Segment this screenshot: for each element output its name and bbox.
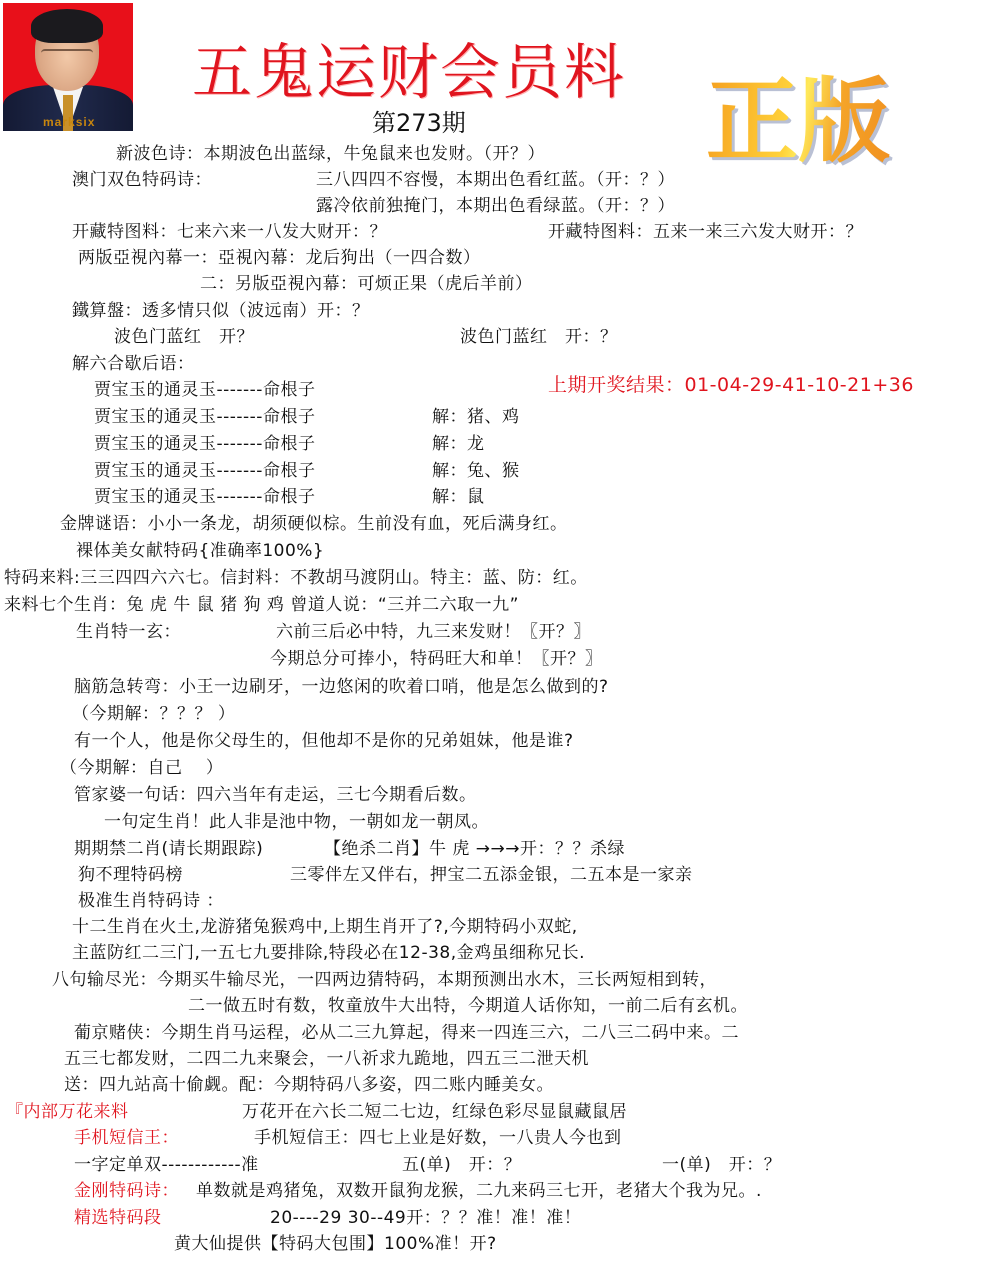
goubuli-value: 三零伴左又伴右，押宝二五添金银，二五本是一家亲 — [290, 865, 693, 885]
sms-king-label: 手机短信王： — [74, 1128, 179, 1148]
wong-tai-sin-offer: 黄大仙提供【特码大包围】100%准！开? — [174, 1234, 497, 1254]
zodiac-poem-2: 主蓝防红二三门,一五七九要排除,特段必在12-38,金鸡虽细称兄长. — [72, 943, 586, 963]
atv-insider-1: 两版亞視內幕一：亞視內幕：龙后狗出（一四合数） — [78, 248, 481, 268]
diamond-poem-label: 金刚特码诗： — [74, 1181, 179, 1201]
riddle-row: 贾宝玉的通灵玉-------命根子 — [94, 461, 316, 481]
riddle-answer: 解：鼠 — [432, 487, 485, 507]
authentic-badge: 正版 — [706, 67, 891, 175]
odd-even-label: 一字定单双------------准 — [74, 1155, 259, 1175]
sms-king-value: 手机短信王：四七上业是好数，一八贵人今也到 — [254, 1128, 622, 1148]
hidden-chart-2: 开藏特图料：五来一来三六发大财开：？ — [548, 222, 863, 242]
housekeeper-saying: 管家婆一句话：四六当年有走运，三七今期看后数。 — [74, 785, 477, 805]
wave-gate-1: 波色门蓝红 开？ — [114, 327, 254, 347]
zodiac-mystery-1: 六前三后必中特，九三来发财！〖开？〗 — [276, 622, 591, 642]
riddle-row: 贾宝玉的通灵玉-------命根子 — [94, 407, 316, 427]
portrait-watermark: marksix — [43, 115, 96, 129]
selected-range-value: 20----29 30--49开：？？准！准！准！ — [270, 1208, 582, 1228]
macau-double-color-label: 澳门双色特码诗： — [72, 170, 212, 190]
wanhua-label: 『内部万花来料 — [6, 1102, 129, 1122]
brain-teaser-2: 有一个人，他是你父母生的，但他却不是你的兄弟姐妹，他是谁? — [74, 731, 574, 751]
banned-zodiacs-label: 期期禁二肖(请长期跟踪) — [74, 839, 264, 859]
riddle-row: 贾宝玉的通灵玉-------命根子 — [94, 380, 316, 400]
brain-teaser-1-answer: （今期解：？？？ ） — [72, 704, 236, 724]
wanhua-value: 万花开在六长二短二七边，红绿色彩尽显鼠藏鼠居 — [242, 1102, 627, 1122]
hidden-chart-1: 开藏特图料：七来六来一八发大财开：？ — [72, 222, 387, 242]
odd-even-pick-1: 五(单) 开：？ — [402, 1155, 522, 1175]
page-title: 五鬼运财会员料 — [192, 38, 626, 108]
seven-zodiacs: 来料七个生肖：兔 虎 牛 鼠 猪 狗 鸡 曾道人说：“三并二六取一九” — [4, 595, 519, 615]
lisboa-gambler-1: 葡京赌侠：今期生肖马运程，必从二三九算起，得来一四连三六，二八三二码中来。二 — [74, 1023, 739, 1043]
gold-riddle: 金牌谜语：小小一条龙，胡须硬似棕。生前没有血，死后满身红。 — [60, 514, 568, 534]
portrait-glasses — [41, 49, 93, 61]
macau-double-color-poem-2: 露冷依前独掩门，本期出色看绿蓝。（开：？） — [316, 196, 675, 216]
riddle-row: 贾宝玉的通灵玉-------命根子 — [94, 487, 316, 507]
atv-insider-2: 二：另版亞視內幕：可烦正果（虎后羊前） — [200, 274, 533, 294]
eight-lines-2: 二一做五时有数，牧童放牛大出特，今期道人话你知，一前二后有玄机。 — [188, 996, 748, 1016]
riddle-section-label: 解六合歇后语： — [72, 354, 195, 374]
eight-lines-1: 八句输尽光：今期买牛输尽光，一四两边猜特码，本期预测出水木，三长两短相到转， — [52, 970, 717, 990]
iron-abacus: 鐵算盤：透多情只似（波远南）开：？ — [72, 301, 370, 321]
special-code-offer: 裸体美女献特码{准确率100%} — [76, 541, 325, 561]
portrait-image — [3, 3, 133, 131]
zodiac-poem-1: 十二生肖在火土,龙游猪兔猴鸡中,上期生肖开了?,今期特码小双蛇, — [72, 917, 578, 937]
zodiac-mystery-2: 今期总分可捧小，特码旺大和单！〖开？〗 — [270, 649, 603, 669]
selected-range-label: 精选特码段 — [74, 1208, 162, 1228]
issue-number: 第273期 — [372, 109, 466, 137]
brain-teaser-1: 脑筋急转弯：小王一边刷牙，一边悠闲的吹着口哨，他是怎么做到的? — [74, 677, 609, 697]
riddle-answer: 解：猪、鸡 — [432, 407, 520, 427]
odd-even-pick-2: 一(单) 开：？ — [662, 1155, 782, 1175]
banned-zodiacs-value: 【绝杀二肖】牛 虎 →→→开：？？杀绿 — [324, 839, 626, 859]
riddle-row: 贾宝玉的通灵玉-------命根子 — [94, 434, 316, 454]
diamond-poem-value: 单数就是鸡猪兔，双数开鼠狗龙猴，二九来码三七开，老猪大个我为兄。. — [196, 1181, 762, 1201]
lisboa-gambler-2: 五三七都发财，二四二九来聚会，一八祈求九跪地，四五三二泄天机 — [64, 1049, 589, 1069]
wave-color-poem: 新波色诗：本期波色出蓝绿，牛兔鼠来也发财。（开？） — [116, 144, 545, 164]
brain-teaser-2-answer: （今期解：自己 ） — [60, 758, 224, 778]
zodiac-poem-label: 极准生肖特码诗 ： — [78, 891, 224, 911]
riddle-answer: 解：兔、猴 — [432, 461, 520, 481]
last-draw-result: 上期开奖结果：01-04-29-41-10-21+36 — [548, 374, 914, 396]
portrait-hair — [31, 9, 103, 43]
macau-double-color-poem-1: 三八四四不容慢，本期出色看红蓝。（开：？） — [316, 170, 675, 190]
riddle-answer: 解：龙 — [432, 434, 485, 454]
lisboa-gambler-3: 送：四九站高十偷觑。配：今期特码八多姿，四二账内睡美女。 — [64, 1075, 554, 1095]
wave-gate-2: 波色门蓝红 开：？ — [460, 327, 618, 347]
goubuli-label: 狗不理特码榜 — [78, 865, 183, 885]
special-code-source: 特码来料:三三四四六六七。信封料：不教胡马渡阴山。特主：蓝、防：红。 — [4, 568, 588, 588]
one-line-zodiac: 一句定生肖！此人非是池中物，一朝如龙一朝凤。 — [104, 812, 489, 832]
zodiac-mystery-label: 生肖特一玄： — [76, 622, 181, 642]
